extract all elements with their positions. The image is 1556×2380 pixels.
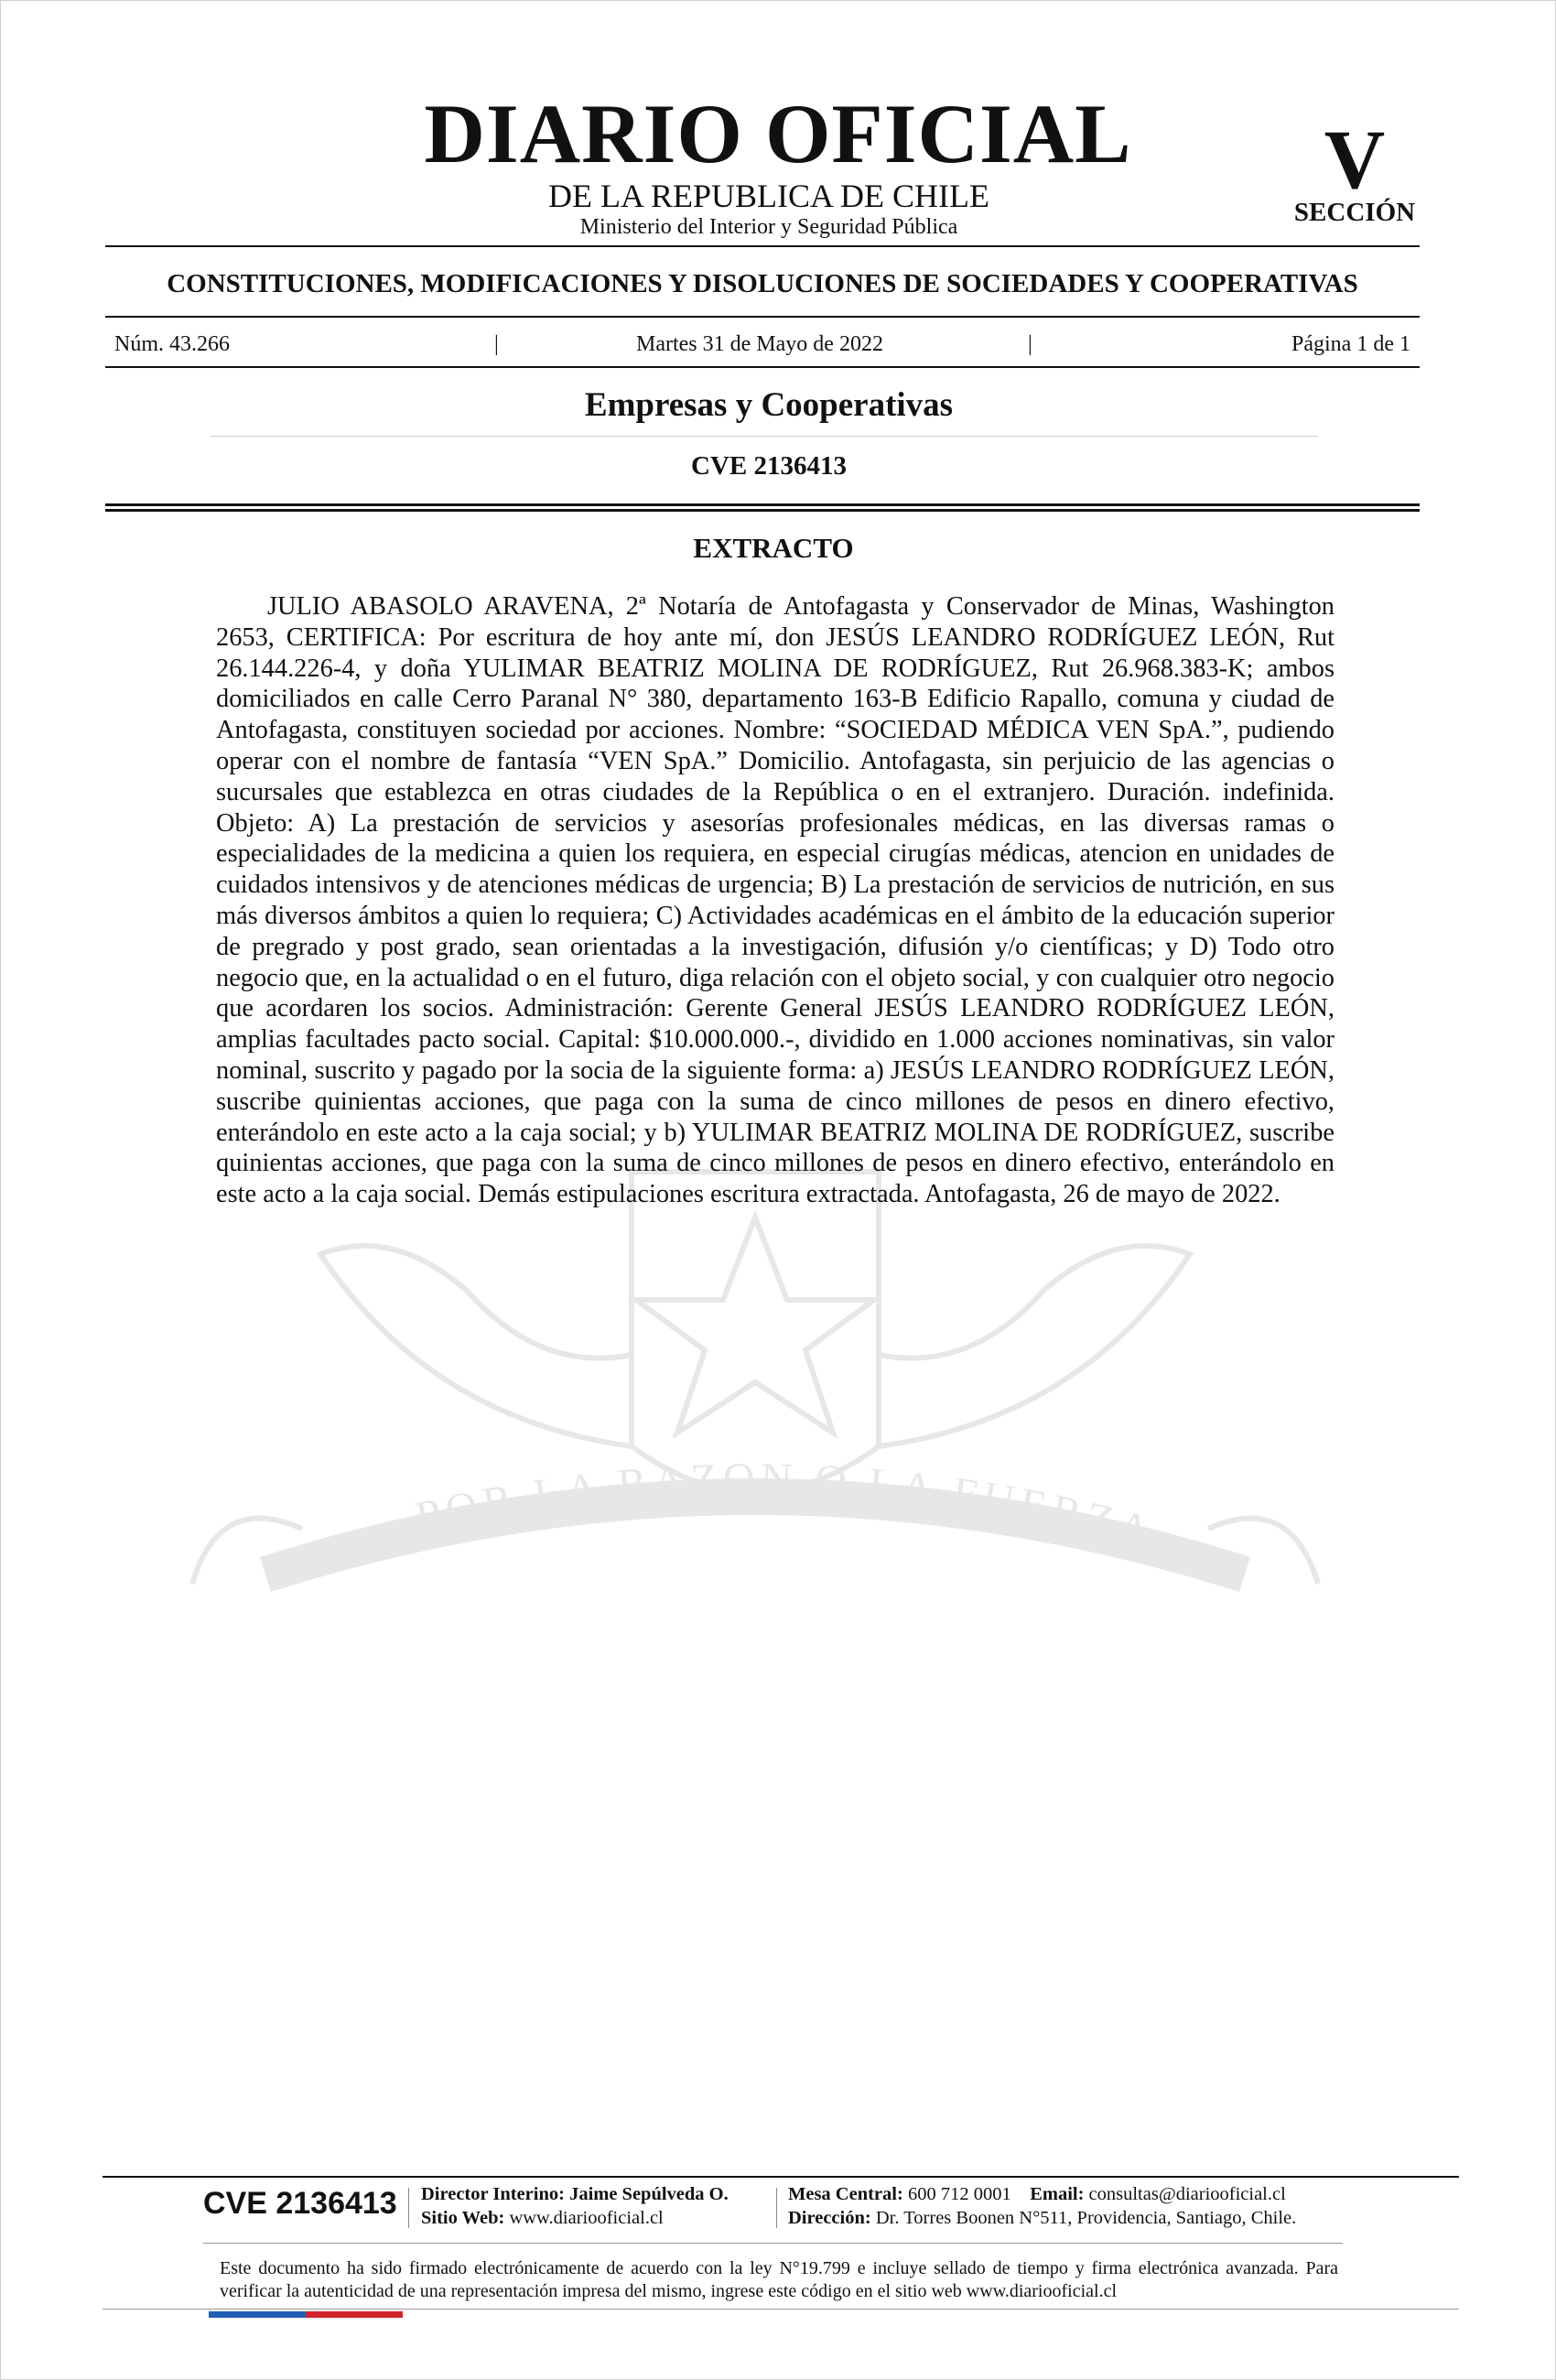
banner-rule	[105, 316, 1420, 318]
info-rule	[105, 366, 1420, 368]
director-name: Jaime Sepúlveda O.	[569, 2184, 729, 2204]
flag-stripe-red	[306, 2311, 403, 2318]
footer-separator	[408, 2188, 409, 2228]
email-label: Email:	[1030, 2184, 1085, 2204]
section-label: SECCIÓN	[1293, 198, 1416, 227]
address-value: Dr. Torres Boonen N°511, Providencia, Santiago, Chile.	[875, 2208, 1297, 2228]
huemul-shape	[879, 1246, 1190, 1446]
extract-body: JULIO ABASOLO ARAVENA, 2ª Notaría de Antofagasta y Conservador de Minas, Washington 2653, CERTIFICA: Por escritura de hoy ante mí, don JESÚS LEANDRO RODRÍGUEZ LEÓN, Rut 26.144.226-4, y doña YULIMAR BEATRIZ MOLINA DE RODRÍGUEZ, Rut 26.968.383-K; ambos domiciliados en calle Cerro Paranal N° 380, departamento 163-B Edificio Rapallo, comuna y ciudad de Antofagasta, constituyen sociedad por acciones. Nombre: “SOCIEDAD MÉDICA VEN SpA.”, pudiendo operar con el nombre de fantasía “VEN SpA.” Domicilio. Antofagasta, sin perjuicio de las agencias o sucursales que establezca en otras ciudades de la República o en el extranjero. Duración. indefinida. Objeto: A) La prestación de servicios y asesorías profesionales médicas, en las diversas ramas o especialidades de la medicina a quien los requiera, en especial cirugías médicas, atencion en unidades de cuidados intensivos y de atenciones médicas de urgencia; B) La prestación de servicios de nutrición, en sus más diversos ámbitos a quien lo requiera; C) Actividades académicas en el ámbito de la educación superior de pregrado y post grado, sean orientadas a la investigación, difusión y/o científicas; y D) Todo otro negocio que, en la actualidad o en el futuro, diga relación con el objeto social, y con cualquier otro negocio que acordaren los socios. Administración: Gerente General JESÚS LEANDRO RODRÍGUEZ LEÓN, amplias facultades pacto social. Capital: $10.000.000.-, dividido en 1.000 acciones nominativas, sin valor nominal, suscrito y pagado por la socia de la siguiente forma: a) JESÚS LEANDRO RODRÍGUEZ LEÓN, suscribe quinientas acciones, que paga con la suma de cinco millones de pesos en dinero efectivo, enterándolo en este acto a la caja social; y b) YULIMAR BEATRIZ MOLINA DE RODRÍGUEZ, suscribe quinientas acciones, que paga con la suma de cinco millones de pesos en dinero efectivo, enterándolo en este acto a la caja social. Demás estipulaciones escritura extractada. Antofagasta, 26 de mayo de 2022.	[216, 592, 1334, 1209]
signature-note: Este documento ha sido firmado electrónicamente de acuerdo con la ley N°19.799 e incluye sellado de tiempo y firma electrónica avanzada. Para verificar la autenticidad de una representación impresa del mismo, ingrese este código en el sitio web www.diariooficial.cl	[220, 2258, 1338, 2301]
double-rule-top	[105, 503, 1420, 506]
address-label: Dirección:	[788, 2208, 871, 2228]
page-count: Página 1 de 1	[1291, 332, 1410, 356]
newspaper-subtitle: DE LA REPUBLICA DE CHILE	[548, 178, 989, 214]
category-rule	[211, 436, 1318, 437]
flag-stripe-blue	[209, 2311, 306, 2318]
coat-of-arms-watermark	[156, 1144, 1355, 1657]
document-heading: EXTRACTO	[693, 532, 854, 564]
motto-text: POR LA RAZON O LA FUERZA	[411, 1454, 1161, 1557]
section-letter: V	[1324, 113, 1386, 206]
issue-date: Martes 31 de Mayo de 2022	[636, 332, 883, 356]
info-separator: |	[494, 332, 499, 356]
issue-number: Núm. 43.266	[114, 332, 230, 356]
ministry-line: Ministerio del Interior y Seguridad Pública	[579, 215, 958, 239]
category-title: Empresas y Cooperativas	[584, 386, 954, 424]
cve-code: CVE 2136413	[691, 451, 847, 481]
section-banner: CONSTITUCIONES, MODIFICACIONES Y DISOLUCIONES DE SOCIEDADES Y COOPERATIVAS	[167, 269, 1358, 298]
double-rule-bottom	[105, 509, 1420, 512]
star-shape	[636, 1217, 874, 1433]
footer-rule	[103, 2176, 1459, 2178]
info-separator: |	[1028, 332, 1032, 356]
condor-shape	[320, 1246, 632, 1446]
masthead-rule	[105, 245, 1420, 247]
newspaper-title: DIARIO OFICIAL	[424, 87, 1132, 180]
issue-info-row	[114, 332, 1410, 360]
phone-label: Mesa Central:	[788, 2184, 903, 2204]
phone-value: 600 712 0001	[907, 2184, 1011, 2204]
footer-contact-block	[788, 2182, 1296, 2230]
director-label: Director Interino:	[421, 2184, 565, 2204]
email-link[interactable]: consultas@diariooficial.cl	[1088, 2184, 1286, 2204]
footer-separator	[776, 2188, 777, 2228]
footer-director-block	[421, 2182, 729, 2230]
web-link[interactable]: www.diariooficial.cl	[509, 2208, 664, 2228]
footer-cve-code: CVE 2136413	[203, 2186, 397, 2221]
web-label: Sitio Web:	[421, 2208, 505, 2228]
footer-divider	[203, 2243, 1343, 2244]
footer-bottom-rule	[103, 2309, 1459, 2310]
